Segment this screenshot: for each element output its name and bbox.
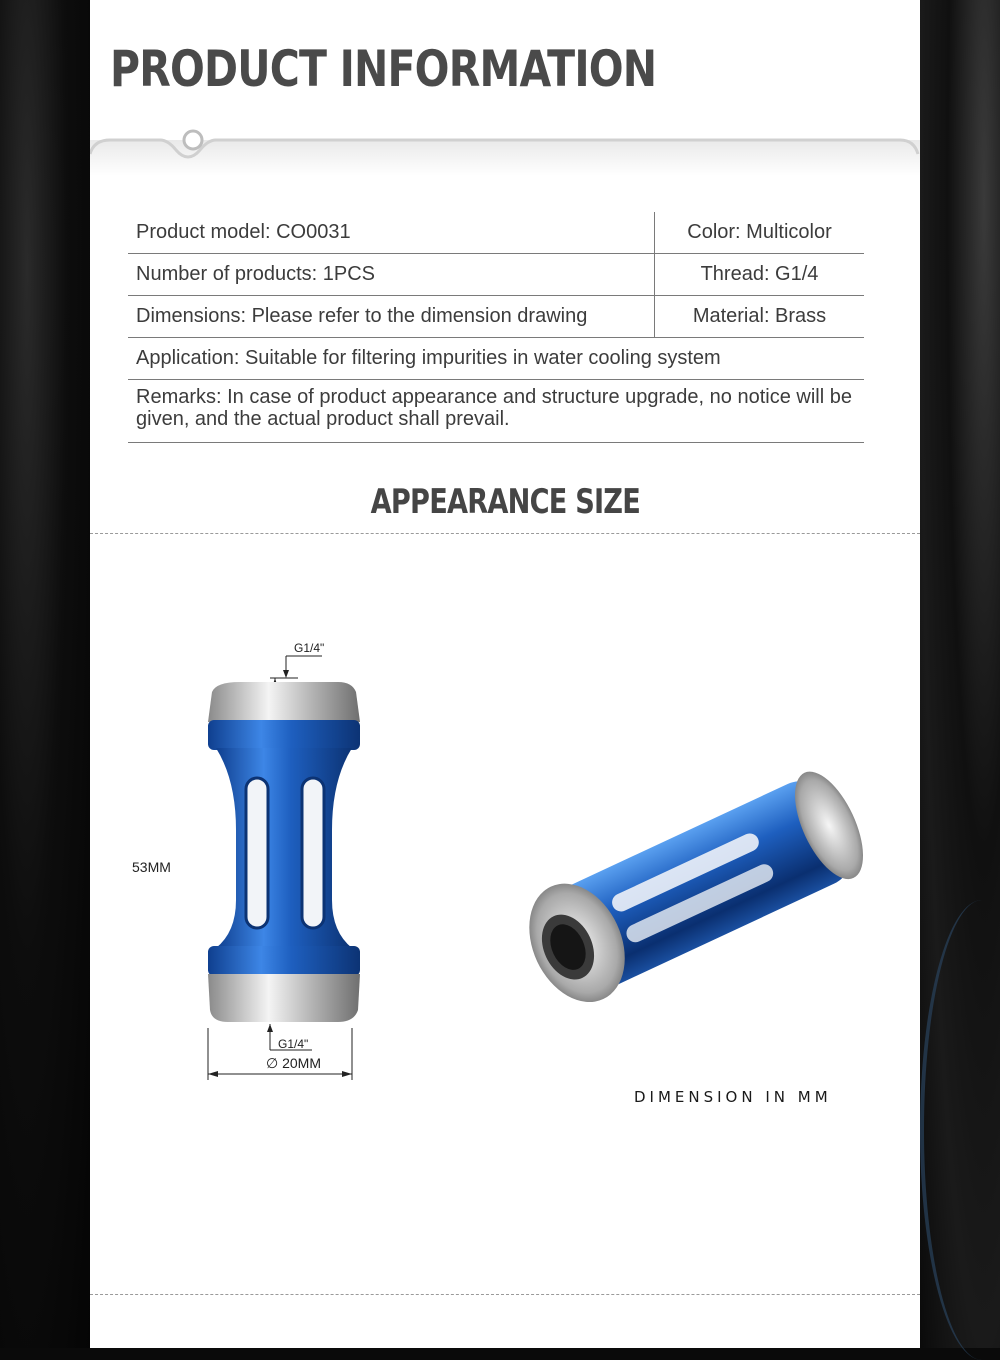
spec-row [128, 380, 864, 443]
background-right [920, 0, 1000, 1348]
dimension-drawing [120, 630, 440, 1090]
remarks: Remarks: In case of product appearance and structure upgrade, no notice will be given, and the actual product shall prevail. [136, 386, 852, 430]
spec-row [128, 254, 864, 296]
content-panel [90, 0, 920, 1348]
material: Material: Brass [654, 296, 864, 337]
spec-table [128, 212, 864, 443]
product-model: Product model: CO0031 [136, 221, 351, 243]
spec-row [128, 338, 864, 380]
dimension-caption: DIMENSION IN MM [634, 1088, 832, 1106]
diameter-label: ∅ 20MM [266, 1055, 321, 1071]
section-title-text: APPEARANCE SIZE [370, 482, 640, 522]
application: Application: Suitable for filtering impurities in water cooling system [136, 347, 721, 369]
height-label: 53MM [132, 859, 171, 875]
spec-row [128, 212, 864, 254]
thread: Thread: G1/4 [654, 254, 864, 295]
product-photo [490, 720, 890, 1030]
section-title [90, 482, 920, 522]
title-divider [90, 118, 920, 178]
dashed-divider-bottom [90, 1294, 920, 1295]
background-left [0, 0, 90, 1348]
bottom-thread-label: G1/4" [278, 1037, 309, 1051]
top-thread-label: G1/4" [294, 641, 325, 655]
color: Color: Multicolor [654, 212, 864, 253]
number-of-products: Number of products: 1PCS [136, 263, 375, 285]
page-title: PRODUCT INFORMATION [110, 40, 657, 98]
background-ring [920, 900, 1000, 1360]
dashed-divider [90, 533, 920, 534]
spec-row [128, 296, 864, 338]
dimensions: Dimensions: Please refer to the dimension drawing [136, 305, 588, 327]
